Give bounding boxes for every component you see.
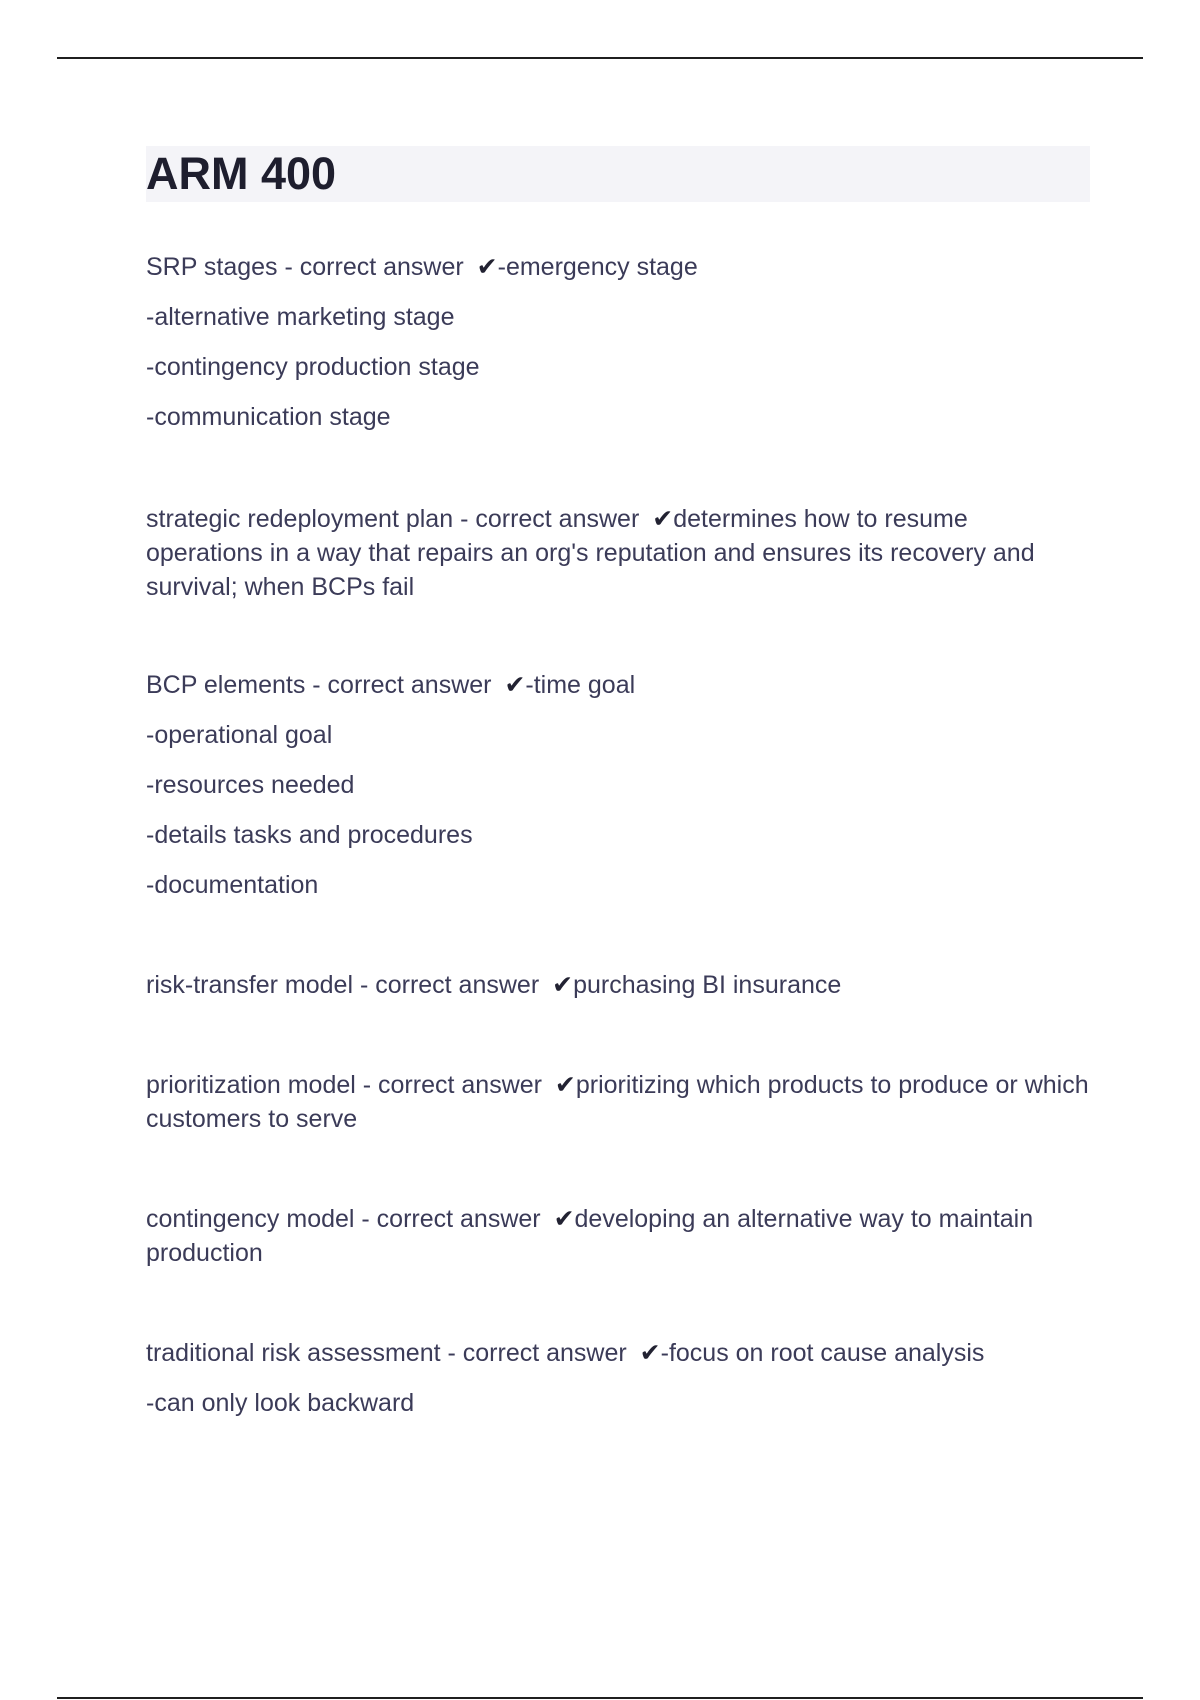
- top-rule: [57, 57, 1143, 59]
- checkmark-icon: ✔: [554, 1071, 576, 1099]
- qa-answer: -focus on root cause analysis: [660, 1339, 985, 1367]
- qa-answer: prioritizing which products to produce or which customers to serve: [146, 1071, 1089, 1133]
- qa-item-strategic-redeployment-plan: [146, 502, 1090, 604]
- title-band: [146, 146, 1090, 202]
- checkmark-icon: ✔: [476, 253, 498, 281]
- qa-question-line: [146, 668, 1090, 702]
- qa-item-traditional-risk-assessment: [146, 1336, 1090, 1420]
- qa-answer-line: -details tasks and procedures: [146, 821, 473, 849]
- qa-question-line: [146, 1336, 1090, 1370]
- qa-answer: purchasing BI insurance: [573, 971, 842, 999]
- bottom-rule: [57, 1697, 1143, 1699]
- qa-question-line: [146, 250, 1090, 284]
- qa-question-line: [146, 968, 1090, 1002]
- qa-answer-line: -alternative marketing stage: [146, 303, 455, 331]
- page-title: ARM 400: [146, 148, 337, 199]
- qa-answer: determines how to resume operations in a way that repairs an org's reputation and ensures its recovery and survival; when BCPs fail: [146, 505, 1035, 601]
- qa-question-line: [146, 502, 1090, 604]
- qa-term: prioritization model - correct answer: [146, 1071, 549, 1099]
- qa-term: strategic redeployment plan - correct answer: [146, 505, 647, 533]
- qa-term: contingency model - correct answer: [146, 1205, 548, 1233]
- qa-answer-line: -resources needed: [146, 771, 355, 799]
- qa-answer: -emergency stage: [497, 253, 698, 281]
- document-body: [146, 146, 1090, 1420]
- qa-term: traditional risk assessment - correct answer: [146, 1339, 634, 1367]
- qa-question-line: [146, 1068, 1090, 1136]
- checkmark-icon: ✔: [504, 671, 526, 699]
- checkmark-icon: ✔: [652, 505, 674, 533]
- checkmark-icon: ✔: [552, 971, 574, 999]
- qa-question-line: [146, 1202, 1090, 1270]
- checkmark-icon: ✔: [553, 1205, 575, 1233]
- checkmark-icon: ✔: [639, 1339, 661, 1367]
- qa-answer-line: -can only look backward: [146, 1389, 415, 1417]
- qa-item-prioritization-model: [146, 1068, 1090, 1136]
- qa-term: BCP elements - correct answer: [146, 671, 499, 699]
- qa-item-bcp-elements: [146, 668, 1090, 902]
- qa-answer-line: -documentation: [146, 871, 319, 899]
- qa-item-contingency-model: [146, 1202, 1090, 1270]
- qa-answer-line: -contingency production stage: [146, 353, 480, 381]
- qa-term: risk-transfer model - correct answer: [146, 971, 547, 999]
- qa-answer: -time goal: [525, 671, 636, 699]
- qa-answer-line: -communication stage: [146, 403, 391, 431]
- qa-answer: developing an alternative way to maintain production: [146, 1205, 1034, 1267]
- qa-answer-line: -operational goal: [146, 721, 333, 749]
- qa-item-srp-stages: [146, 250, 1090, 434]
- qa-term: SRP stages - correct answer: [146, 253, 471, 281]
- qa-item-risk-transfer-model: [146, 968, 1090, 1002]
